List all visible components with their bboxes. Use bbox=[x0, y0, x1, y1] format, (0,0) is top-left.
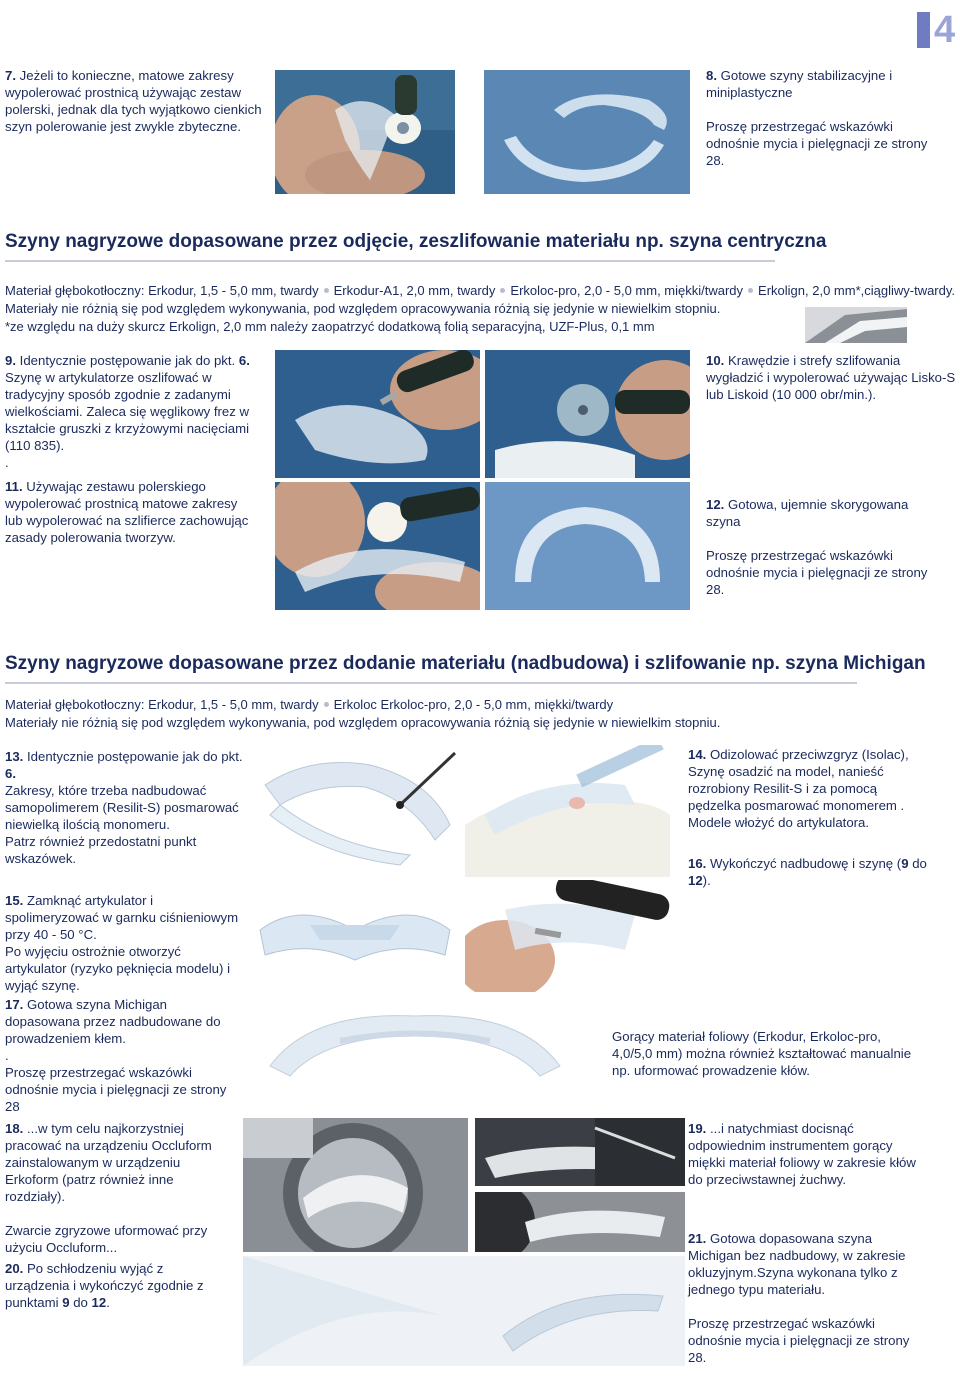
step-13-number: 13. bbox=[5, 749, 24, 764]
step-15 bbox=[5, 892, 243, 994]
step-9-text: Szynę w artykulatorze oszlifować w tradycyjny sposób zgodnie z zadanymi wielkościami. Zaleca się węglikowy frez w kształcie gruszki z krzyżowymi nacięciami (110 835). bbox=[5, 370, 250, 453]
step-19 bbox=[688, 1120, 918, 1188]
step-12-number: 12. bbox=[706, 497, 725, 512]
section-1-heading: Szyny nagryzowe dopasowane przez odjęcie, zeszlifowanie materiału np. szyna centryczna bbox=[5, 231, 827, 252]
photo-monomer-brush bbox=[250, 745, 460, 877]
section-1-materials bbox=[5, 282, 955, 300]
photo-occluform-device bbox=[243, 1118, 468, 1252]
step-20-reference-12: 12 bbox=[91, 1295, 107, 1310]
section-1-rule bbox=[5, 260, 775, 262]
section-2-material-erkoloc: Erkoloc Erkoloc-pro, 2,0 - 5,0 mm, miękki/twardy bbox=[333, 697, 614, 712]
photo-grinding-burr bbox=[275, 350, 480, 478]
photo-polishing-splint bbox=[275, 70, 455, 194]
step-16-reference-12: 12 bbox=[688, 873, 703, 888]
step-9-number: 9. bbox=[5, 353, 16, 368]
step-10-number: 10. bbox=[706, 353, 725, 368]
step-20-end: . bbox=[106, 1295, 110, 1310]
section-2-rule bbox=[5, 682, 857, 684]
photo-finished-splints bbox=[484, 70, 690, 194]
photo-michigan-no-buildup bbox=[243, 1256, 685, 1366]
step-8-text: Gotowe szyny stabilizacyjne i miniplastyczne bbox=[706, 68, 893, 100]
step-18-text: ...w tym celu najkorzystniej pracować na urządzeniu Occluform zainstalowanym w urządzeniu Erkoform (patrz również inne rozdziały). bbox=[5, 1121, 212, 1204]
bullet-dot bbox=[324, 702, 329, 707]
photo-corrected-splint bbox=[485, 482, 690, 610]
step-17-number: 17. bbox=[5, 997, 24, 1012]
step-21-text: Gotowa dopasowana szyna Michigan bez nadbudowy, w zakresie okluzyjnym.Szyna wykonana tylko z jednego typu materiału. bbox=[688, 1231, 906, 1297]
step-12-text: Gotowa, ujemnie skorygowana szyna bbox=[706, 497, 909, 529]
step-20-text: Po schłodzeniu wyjąć z urządzenia i wykończyć zgodnie z punktami bbox=[5, 1261, 204, 1310]
section-2-heading: Szyny nagryzowe dopasowane przez dodanie materiału (nadbudowa) i szlifowanie np. szyna Michigan bbox=[5, 653, 926, 674]
step-9 bbox=[5, 352, 263, 471]
photo-pressing-instrument bbox=[475, 1118, 685, 1186]
photo-smoothing-disc bbox=[485, 350, 690, 478]
bullet-dot bbox=[748, 288, 753, 293]
step-13-line-1: Identycznie postępowanie jak do pkt. bbox=[27, 749, 243, 764]
chapter-number: 4 bbox=[934, 9, 957, 51]
photo-separating-foil bbox=[805, 307, 907, 343]
step-7-number: 7. bbox=[5, 68, 16, 83]
bullet-dot bbox=[324, 288, 329, 293]
step-11 bbox=[5, 478, 257, 546]
photo-finishing-buildup bbox=[465, 880, 670, 992]
photo-resilit-on-model bbox=[465, 745, 670, 877]
bullet-dot bbox=[500, 288, 505, 293]
step-16-reference-9: 9 bbox=[901, 856, 909, 871]
step-8 bbox=[706, 67, 946, 169]
hot-material-note: Gorący materiał foliowy (Erkodur, Erkoloc-pro, 4,0/5,0 mm) można również kształtować manualnie np. uformować prowadzenie kłów. bbox=[612, 1029, 912, 1078]
step-13 bbox=[5, 748, 243, 867]
step-13-text: Zakresy, które trzeba nadbudować samopolimerem (Resilit-S) posmarować niewielką ilością monomeru. bbox=[5, 783, 239, 832]
step-20-mid: do bbox=[73, 1295, 88, 1310]
step-17-text: Gotowa szyna Michigan dopasowana przez nadbudowane do prowadzeniem kłem. bbox=[5, 997, 221, 1046]
step-18-number: 18. bbox=[5, 1121, 24, 1136]
photo-polishing-brush bbox=[275, 482, 480, 610]
section-2-materials bbox=[5, 696, 613, 714]
step-11-number: 11. bbox=[5, 479, 23, 494]
step-21 bbox=[688, 1230, 928, 1366]
step-20-reference-9: 9 bbox=[62, 1295, 70, 1310]
step-12-care-note: Proszę przestrzegać wskazówki odnośnie mycia i pielęgnacji ze strony 28. bbox=[706, 548, 928, 597]
step-21-number: 21. bbox=[688, 1231, 707, 1246]
step-12 bbox=[706, 496, 946, 598]
section-1-material-erkoloc: Erkoloc-pro, 2,0 - 5,0 mm, miękki/twardy bbox=[510, 283, 744, 298]
step-14-number: 14. bbox=[688, 747, 707, 762]
chapter-bar bbox=[917, 12, 930, 48]
step-15-text-2: Po wyjęciu ostrożnie otworzyć artykulator (ryzyko pęknięcia modelu) i wyjąć szynę. bbox=[5, 944, 231, 993]
photo-pressure-pot-splint bbox=[250, 880, 460, 992]
step-17 bbox=[5, 996, 243, 1115]
step-18 bbox=[5, 1120, 227, 1256]
photo-occluform-splint-finished bbox=[475, 1192, 685, 1252]
step-20 bbox=[5, 1260, 227, 1311]
step-17-dot: . bbox=[5, 1048, 9, 1063]
step-16 bbox=[688, 855, 928, 889]
step-14 bbox=[688, 746, 928, 831]
step-16-number: 16. bbox=[688, 856, 707, 871]
section-2-material-label: Materiał głębokotłoczny: Erkodur, 1,5 - 5,0 mm, twardy bbox=[5, 697, 319, 712]
step-14-text: Odizolować przeciwzgryz (Isolac), Szynę osadzić na model, nanieść rozrobiony Resilit-S i za pomocą pędzelka posmarować monomerem . Modele włożyć do artykulatora. bbox=[688, 747, 909, 830]
step-20-number: 20. bbox=[5, 1261, 24, 1276]
section-1-line-2: Materiały nie różnią się pod względem wykonywania, pod względem opracowywania różnią się jedynie w niewielkim stopniu. bbox=[5, 301, 721, 316]
section-1-material-label: Materiał głębokotłoczny: Erkodur, 1,5 - 5,0 mm, twardy bbox=[5, 283, 319, 298]
step-19-number: 19. bbox=[688, 1121, 707, 1136]
step-9-line-1: Identycznie postępowanie jak do pkt. bbox=[19, 353, 236, 368]
step-7 bbox=[5, 67, 267, 135]
step-15-text: Zamknąć artykulator i spolimeryzować w garnku ciśnieniowym przy 40 - 50 °C. bbox=[5, 893, 239, 942]
step-9-reference: 6. bbox=[238, 353, 250, 368]
section-2-line-2: Materiały nie różnią się pod względem wykonywania, pod względem opracowywania różnią się jedynie w niewielkim stopniu. bbox=[5, 715, 721, 730]
step-13-reference: 6. bbox=[5, 766, 16, 781]
step-16-mid: do bbox=[912, 856, 927, 871]
step-9-dot: . bbox=[5, 455, 9, 470]
step-16-end: ). bbox=[702, 873, 711, 888]
section-1-material-erkolign: Erkolign, 2,0 mm*,ciągliwy-twardy. bbox=[758, 283, 956, 298]
section-1-material-a1: Erkodur-A1, 2,0 mm, twardy bbox=[333, 283, 496, 298]
section-1-line-3: *ze względu na duży skurcz Erkolign, 2,0 mm należy zaopatrzyć dodatkową folią separacyjną, UZF-Plus, 0,1 mm bbox=[5, 319, 655, 334]
step-8-care-note: Proszę przestrzegać wskazówki odnośnie mycia i pielęgnacji ze strony 28. bbox=[706, 119, 928, 168]
step-7-text: Jeżeli to konieczne, matowe zakresy wypolerować prostnicą używając zestaw polerski, jednak dla tych wyjątkowo cienkich szyn polerowanie jest zwykle zbyteczne. bbox=[5, 68, 262, 134]
step-17-care-note: Proszę przestrzegać wskazówki odnośnie mycia i pielęgnacji ze strony 28 bbox=[5, 1065, 227, 1114]
step-13-text-2: Patrz również przedostatni punkt wskazówek. bbox=[5, 834, 197, 866]
step-8-number: 8. bbox=[706, 68, 717, 83]
step-10-text: Krawędzie i strefy szlifowania wygładzić i wypolerować używając Lisko-S lub Liskoid (10 000 obr/min.). bbox=[706, 353, 956, 402]
photo-michigan-splint bbox=[250, 996, 580, 1096]
step-15-number: 15. bbox=[5, 893, 24, 908]
step-18-text-2: Zwarcie zgryzowe uformować przy użyciu Occluform... bbox=[5, 1223, 208, 1255]
step-21-care-note: Proszę przestrzegać wskazówki odnośnie mycia i pielęgnacji ze strony 28. bbox=[688, 1316, 910, 1365]
step-10 bbox=[706, 352, 958, 403]
step-16-text: Wykończyć nadbudowę i szynę ( bbox=[710, 856, 902, 871]
step-19-text: ...i natychmiast docisnąć odpowiednim instrumentem gorący miękki materiał foliowy w zakresie kłów do przeciwstawnej żuchwy. bbox=[688, 1121, 916, 1187]
step-11-text: Używając zestawu polerskiego wypolerować prostnicą matowe zakresy lub wypolerować na szlifierce zachowując zasady polerowania tworzyw. bbox=[5, 479, 249, 545]
